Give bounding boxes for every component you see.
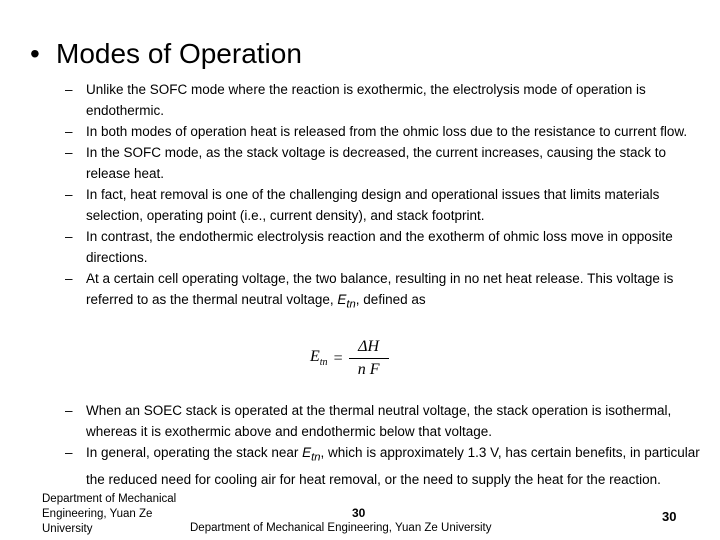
- list-item-text: In both modes of operation heat is released from the ohmic loss due to the resistance to current flow.: [86, 124, 688, 139]
- thermal-neutral-voltage-equation: [310, 338, 389, 379]
- dash-marker: –: [65, 187, 73, 202]
- dash-marker: –: [65, 403, 73, 418]
- list-item-text-pre: At a certain cell operating voltage, the two balance, resulting in no net heat release. This voltage is referred to as the thermal neutral voltage,: [86, 271, 674, 307]
- symbol-sub-tn: tn: [311, 451, 321, 464]
- list-item-text: In contrast, the endothermic electrolysis reaction and the exotherm of ohmic loss move in opposite directions.: [86, 229, 673, 265]
- footer-slide-number-center: 30: [352, 506, 366, 520]
- title-bullet: •: [30, 38, 40, 69]
- dash-marker: –: [65, 145, 73, 160]
- list-item: [65, 400, 705, 442]
- list-item-text-post: , defined as: [355, 292, 426, 307]
- list-item: [65, 142, 705, 184]
- equation-numerator: ΔH: [358, 338, 380, 355]
- footer-department-left: Department of Mechanical Engineering, Yuan Ze University: [42, 493, 177, 535]
- equation-denominator: n F: [357, 361, 380, 378]
- list-item: [65, 184, 705, 226]
- dash-marker: –: [65, 445, 73, 460]
- list-item-text: Unlike the SOFC mode where the reaction is exothermic, the electrolysis mode of operation is endothermic.: [86, 82, 646, 118]
- list-item: [65, 79, 705, 121]
- dash-marker: –: [65, 82, 73, 97]
- bullet-list-lower: [65, 400, 705, 490]
- slide-title-row: [30, 36, 302, 72]
- symbol-sub-tn: tn: [346, 298, 356, 311]
- list-item: [65, 226, 705, 268]
- list-item-text: In the SOFC mode, as the stack voltage is decreased, the current increases, causing the stack to release heat.: [86, 145, 667, 181]
- footer-slide-number-right: 30: [662, 509, 677, 524]
- equation-fraction: [349, 338, 389, 379]
- dash-marker: –: [65, 271, 73, 286]
- equation-equals: =: [333, 349, 343, 367]
- bullet-list-upper: [65, 79, 705, 316]
- list-item-text-pre: In general, operating the stack near: [86, 445, 303, 460]
- equation-lhs: $E_{tn}$: [310, 348, 328, 369]
- slide-title: Modes of Operation: [56, 38, 302, 69]
- symbol-e: E: [337, 292, 347, 307]
- symbol-e: E: [302, 445, 312, 460]
- list-item: [65, 268, 705, 316]
- list-item-text-post: , which is approximately 1.3 V, has certain benefits, in particular the reduced need for cooling air for heat removal, or the need to supply the heat for the reaction.: [86, 445, 700, 487]
- list-item-text: When an SOEC stack is operated at the thermal neutral voltage, the stack operation is isothermal, whereas it is exothermic above and endothermic below that voltage.: [86, 403, 672, 439]
- fraction-bar: [349, 358, 389, 359]
- footer-department-center: Department of Mechanical Engineering, Yuan Ze University: [190, 522, 492, 534]
- dash-marker: –: [65, 124, 73, 139]
- list-item: [65, 442, 705, 490]
- list-item: [65, 121, 705, 142]
- list-item-text: In fact, heat removal is one of the challenging design and operational issues that limits materials selection, operating point (i.e., current density), and stack footprint.: [86, 187, 660, 223]
- dash-marker: –: [65, 229, 73, 244]
